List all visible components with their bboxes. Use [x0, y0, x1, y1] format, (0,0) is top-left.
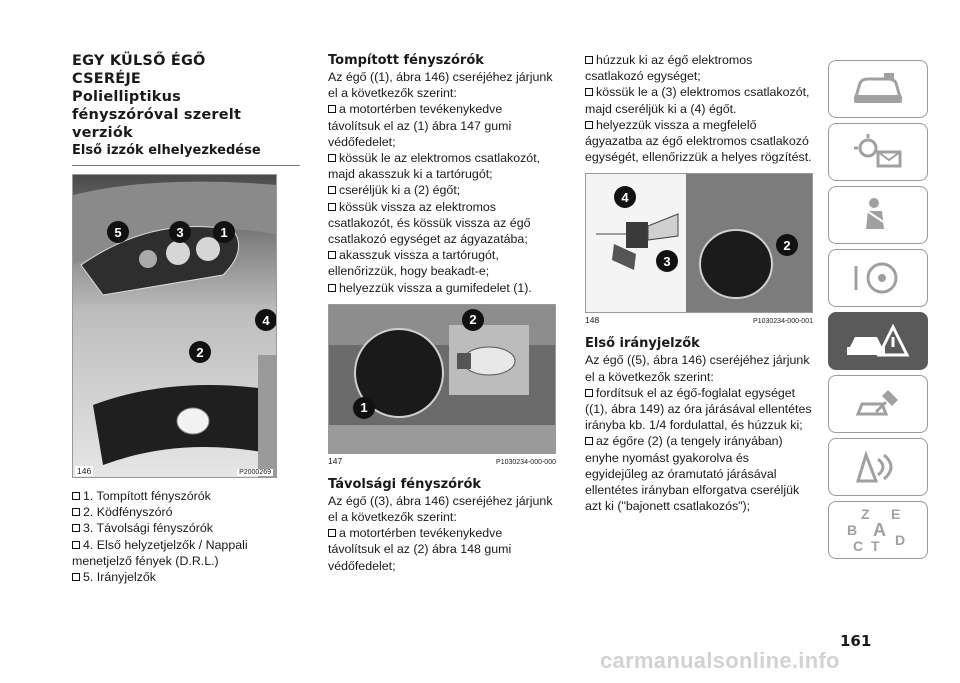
steps-low-beam	[328, 101, 556, 295]
intro-low-beam: Az égő ((1), ábra 146) cseréjéhez járjunk el a következők szerint:	[328, 70, 553, 101]
nav-tile-warning-lights[interactable]	[828, 123, 928, 181]
figure-146	[72, 174, 277, 478]
list-item: a motortérben tevékenykedve távolítsuk el az (2) ábra 148 gumi védőfedelet;	[328, 526, 512, 573]
checkbox-bullet-icon	[72, 573, 80, 581]
page-number: 161	[840, 632, 872, 650]
nav-tile-multimedia[interactable]	[828, 438, 928, 496]
list-item: az égőre (2) (a tengely irányában) enyhe nyomást gyakorolva és egyidejűleg az óramutató járásával ellentétes irányban elforgatva cseréljük azt ki ("bajonett csatlakozós");	[585, 434, 800, 514]
figure-147	[328, 304, 556, 454]
checkbox-bullet-icon	[585, 389, 593, 397]
list-item: cseréljük ki a (2) égőt;	[328, 182, 556, 198]
nav-tile-maintenance[interactable]	[828, 375, 928, 433]
callout-2: 2	[462, 309, 484, 331]
checkbox-bullet-icon	[328, 154, 336, 162]
callout-4: 4	[614, 186, 636, 208]
list-item: kössük le az elektromos csatlakozót, majd akasszuk ki a tartórugót;	[328, 151, 541, 182]
callout-2: 2	[776, 234, 798, 256]
list-item: akasszuk vissza a tartórugót, ellenőrizzük, hogy beakadt-e;	[328, 248, 499, 279]
steering-wheel-icon	[848, 258, 908, 298]
divider	[72, 165, 300, 166]
checkbox-bullet-icon	[585, 88, 593, 96]
nav-tile-safety[interactable]	[828, 186, 928, 244]
figure-number: 148	[585, 315, 600, 326]
list-item: 4. Első helyzetjelzők / Nappali menetjelző fények (D.R.L.)	[72, 537, 248, 568]
checkbox-bullet-icon	[585, 56, 593, 64]
checkbox-bullet-icon	[328, 105, 336, 113]
figure-number: 147	[328, 455, 343, 466]
checkbox-bullet-icon	[328, 529, 336, 537]
checkbox-bullet-icon	[585, 437, 593, 445]
headlight-illustration	[73, 175, 277, 478]
heading-low-beam: Tompított fényszórók	[328, 53, 484, 68]
multimedia-icon	[848, 447, 908, 487]
warning-lights-icon	[848, 132, 908, 172]
list-item: 5. Irányjelzők	[72, 569, 300, 585]
checkbox-bullet-icon	[72, 524, 80, 532]
figure-code: P1030234-000-001	[753, 318, 813, 326]
checkbox-bullet-icon	[328, 251, 336, 259]
nav-tile-index[interactable]	[828, 501, 928, 559]
callout-5: 5	[107, 221, 129, 243]
checkbox-bullet-icon	[72, 508, 80, 516]
intro-turn-signals: Az égő ((5), ábra 146) cseréjéhez járjunk el a következők szerint:	[585, 353, 810, 384]
list-item: 3. Távolsági fényszórók	[72, 520, 300, 536]
nav-tile-driving[interactable]	[828, 249, 928, 307]
checkbox-bullet-icon	[328, 186, 336, 194]
callout-3: 3	[169, 221, 191, 243]
list-item: a motortérben tevékenykedve távolítsuk el az (1) ábra 147 gumi védőfedelet;	[328, 102, 512, 149]
callout-2: 2	[189, 341, 211, 363]
watermark: carmanualsonline.info	[600, 648, 840, 673]
car-dashboard-icon	[848, 69, 908, 109]
figure-number: 146	[77, 466, 92, 476]
breakdown-icon	[843, 319, 913, 363]
callout-3: 3	[656, 250, 678, 272]
steps-high-beam-cont	[585, 52, 813, 165]
checkbox-bullet-icon	[72, 492, 80, 500]
callout-1: 1	[213, 221, 235, 243]
nav-tile-emergency[interactable]	[828, 312, 928, 370]
bulb-list	[72, 488, 300, 585]
figure-code: P1030234-000-000	[496, 458, 556, 466]
steps-turn-signals	[585, 385, 813, 515]
figure-148	[585, 173, 813, 313]
list-item: húzzuk ki az égő elektromos csatlakozó egységet;	[585, 53, 753, 84]
list-item: 2. Ködfényszóró	[72, 504, 300, 520]
low-beam-illustration	[329, 305, 556, 454]
callout-4: 4	[255, 309, 277, 331]
subtitle-bulb-locations: Első izzók elhelyezkedése	[72, 143, 261, 158]
chapter-nav	[828, 60, 928, 564]
column-2	[328, 52, 556, 574]
list-item: 1. Tompított fényszórók	[72, 488, 300, 504]
checkbox-bullet-icon	[328, 203, 336, 211]
heading-high-beam: Távolsági fényszórók	[328, 476, 482, 492]
heading-turn-signals: Első irányjelzők	[585, 336, 700, 352]
list-item: helyezzük vissza a gumifedelet (1).	[328, 280, 556, 296]
column-1	[72, 52, 300, 585]
figure-caption	[328, 456, 556, 466]
list-item: helyezzük vissza a megfelelő ágyazatba az égő elektromos csatlakozó egységét, ellenőrizzük a helyes rögzítést.	[585, 117, 812, 165]
callout-1: 1	[353, 397, 375, 419]
nav-tile-dashboard[interactable]	[828, 60, 928, 118]
figure-code: P2000269	[239, 469, 271, 476]
section-title: EGY KÜLSŐ ÉGŐ CSERÉJE Polielliptikus fényszóróval szerelt verziók	[72, 53, 242, 141]
checkbox-bullet-icon	[585, 121, 593, 129]
checkbox-bullet-icon	[328, 284, 336, 292]
maintenance-icon	[848, 384, 908, 424]
list-item: kössük le a (3) elektromos csatlakozót, majd cseréljük ki a (4) égőt.	[585, 85, 810, 116]
column-3	[585, 52, 813, 514]
steps-high-beam	[328, 525, 556, 574]
index-abc-icon: Z E B A C T D	[847, 506, 906, 554]
figure-caption	[585, 315, 813, 325]
figure-148-wrap	[585, 173, 813, 325]
figure-147-wrap	[328, 304, 556, 466]
list-item: kössük vissza az elektromos csatlakozót, és kössük vissza az égő csatlakozó egységet az ágyazatába;	[328, 199, 531, 247]
intro-high-beam: Az égő ((3), ábra 146) cseréjéhez járjunk el a következők szerint:	[328, 493, 553, 525]
list-item: fordítsuk el az égő-foglalat egységet ((1), ábra 149) az óra járásával ellentétes irányba kb. 1/4 fordulattal, és húzzuk ki;	[585, 385, 812, 433]
checkbox-bullet-icon	[72, 541, 80, 549]
safety-seat-icon	[848, 195, 908, 235]
